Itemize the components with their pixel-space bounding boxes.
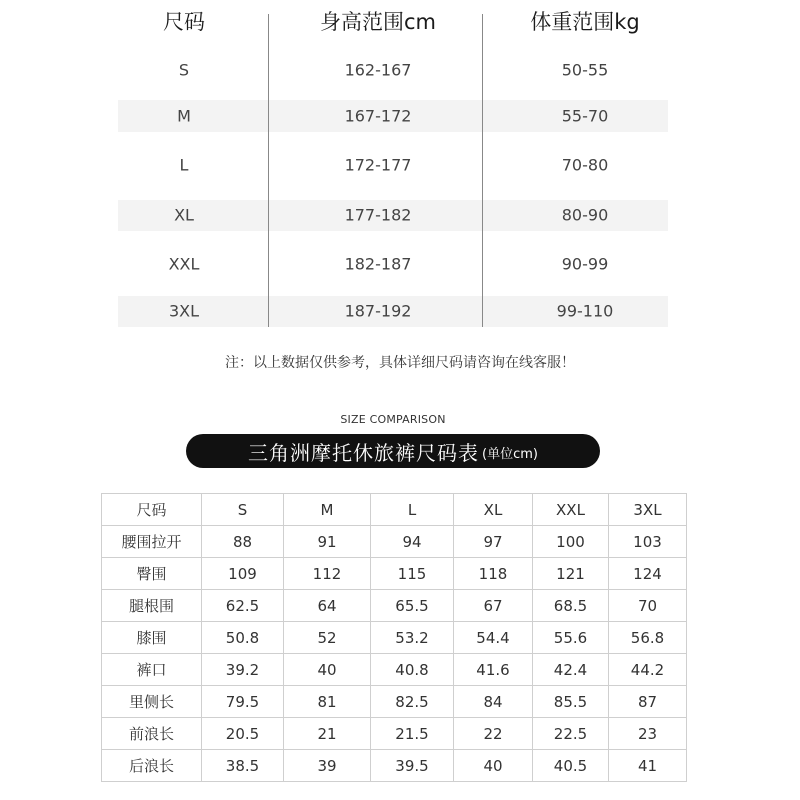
measure-value: 41: [609, 750, 687, 782]
measure-value: 94: [371, 526, 454, 558]
table-row: [102, 654, 687, 686]
measure-value: 70: [609, 590, 687, 622]
measure-value: 40.5: [533, 750, 609, 782]
measure-value: 64: [284, 590, 371, 622]
height-cell: 182-187: [344, 254, 412, 274]
table-row: [102, 622, 687, 654]
weight-cell: 55-70: [561, 106, 609, 126]
table-row: [102, 718, 687, 750]
height-cell: 172-177: [344, 155, 412, 175]
size-cell: 3XL: [168, 301, 200, 321]
measure-value: 21: [284, 718, 371, 750]
height-weight-table: [0, 0, 800, 330]
weight-cell: 50-55: [561, 60, 609, 80]
header-cell: L: [371, 494, 454, 526]
measure-value: 55.6: [533, 622, 609, 654]
measure-value: 56.8: [609, 622, 687, 654]
column-divider-1: [268, 14, 269, 327]
measure-value: 62.5: [202, 590, 284, 622]
measure-value: 124: [609, 558, 687, 590]
measure-value: 23: [609, 718, 687, 750]
measure-value: 112: [284, 558, 371, 590]
measure-value: 21.5: [371, 718, 454, 750]
table-row: [102, 590, 687, 622]
measure-value: 22: [454, 718, 533, 750]
measure-value: 85.5: [533, 686, 609, 718]
measure-value: 67: [454, 590, 533, 622]
measure-value: 38.5: [202, 750, 284, 782]
measure-value: 118: [454, 558, 533, 590]
weight-cell: 99-110: [556, 301, 614, 321]
measure-value: 41.6: [454, 654, 533, 686]
measure-value: 53.2: [371, 622, 454, 654]
reference-note: 注：以上数据仅供参考，具体详细尺码请咨询在线客服！: [225, 355, 575, 371]
measure-value: 100: [533, 526, 609, 558]
size-cell: M: [177, 106, 191, 126]
measure-value: 50.8: [202, 622, 284, 654]
measure-label: 腰围拉开: [102, 526, 202, 558]
weight-cell: 80-90: [561, 205, 609, 225]
table-row: [102, 526, 687, 558]
measure-value: 40: [454, 750, 533, 782]
weight-cell: 90-99: [561, 254, 609, 274]
header-height: 身高范围cm: [319, 10, 437, 34]
header-cell: M: [284, 494, 371, 526]
measure-label: 腿根围: [102, 590, 202, 622]
table-row: [102, 558, 687, 590]
weight-cell: 70-80: [561, 155, 609, 175]
header-size: 尺码: [163, 10, 205, 34]
measure-value: 115: [371, 558, 454, 590]
measure-value: 42.4: [533, 654, 609, 686]
measure-value: 81: [284, 686, 371, 718]
measure-label: 膝围: [102, 622, 202, 654]
height-cell: 177-182: [344, 205, 412, 225]
size-cell: S: [178, 60, 190, 80]
height-cell: 187-192: [344, 301, 412, 321]
measure-value: 44.2: [609, 654, 687, 686]
measure-value: 39: [284, 750, 371, 782]
measure-value: 88: [202, 526, 284, 558]
measure-label: 里侧长: [102, 686, 202, 718]
measure-value: 54.4: [454, 622, 533, 654]
measure-label: 裤口: [102, 654, 202, 686]
header-cell: XXL: [533, 494, 609, 526]
measure-value: 103: [609, 526, 687, 558]
measure-value: 68.5: [533, 590, 609, 622]
measure-value: 52: [284, 622, 371, 654]
header-cell: 尺码: [102, 494, 202, 526]
header-cell: XL: [454, 494, 533, 526]
measure-value: 20.5: [202, 718, 284, 750]
table-row: [102, 686, 687, 718]
measure-value: 97: [454, 526, 533, 558]
measure-label: 臀围: [102, 558, 202, 590]
height-cell: 162-167: [344, 60, 412, 80]
column-divider-2: [482, 14, 483, 327]
size-comparison-caption: SIZE COMPARISON: [340, 413, 446, 426]
measure-value: 109: [202, 558, 284, 590]
measure-value: 87: [609, 686, 687, 718]
measure-value: 84: [454, 686, 533, 718]
size-chart-banner: [186, 434, 600, 468]
measure-value: 39.2: [202, 654, 284, 686]
measure-value: 39.5: [371, 750, 454, 782]
measure-label: 后浪长: [102, 750, 202, 782]
pants-size-table: [101, 493, 687, 782]
measure-value: 79.5: [202, 686, 284, 718]
banner-unit: (单位cm): [482, 447, 538, 462]
measure-value: 40.8: [371, 654, 454, 686]
measure-value: 22.5: [533, 718, 609, 750]
banner-title: 三角洲摩托休旅裤尺码表: [248, 440, 480, 465]
header-weight: 体重范围kg: [530, 10, 640, 34]
table-row: [102, 750, 687, 782]
measure-value: 65.5: [371, 590, 454, 622]
table-header-row: [102, 494, 687, 526]
header-cell: 3XL: [609, 494, 687, 526]
measure-label: 前浪长: [102, 718, 202, 750]
measure-value: 91: [284, 526, 371, 558]
measure-value: 121: [533, 558, 609, 590]
header-cell: S: [202, 494, 284, 526]
size-cell: L: [179, 155, 189, 175]
measure-value: 82.5: [371, 686, 454, 718]
height-cell: 167-172: [344, 106, 412, 126]
size-cell: XL: [174, 205, 194, 225]
measure-value: 40: [284, 654, 371, 686]
size-cell: XXL: [168, 254, 200, 274]
